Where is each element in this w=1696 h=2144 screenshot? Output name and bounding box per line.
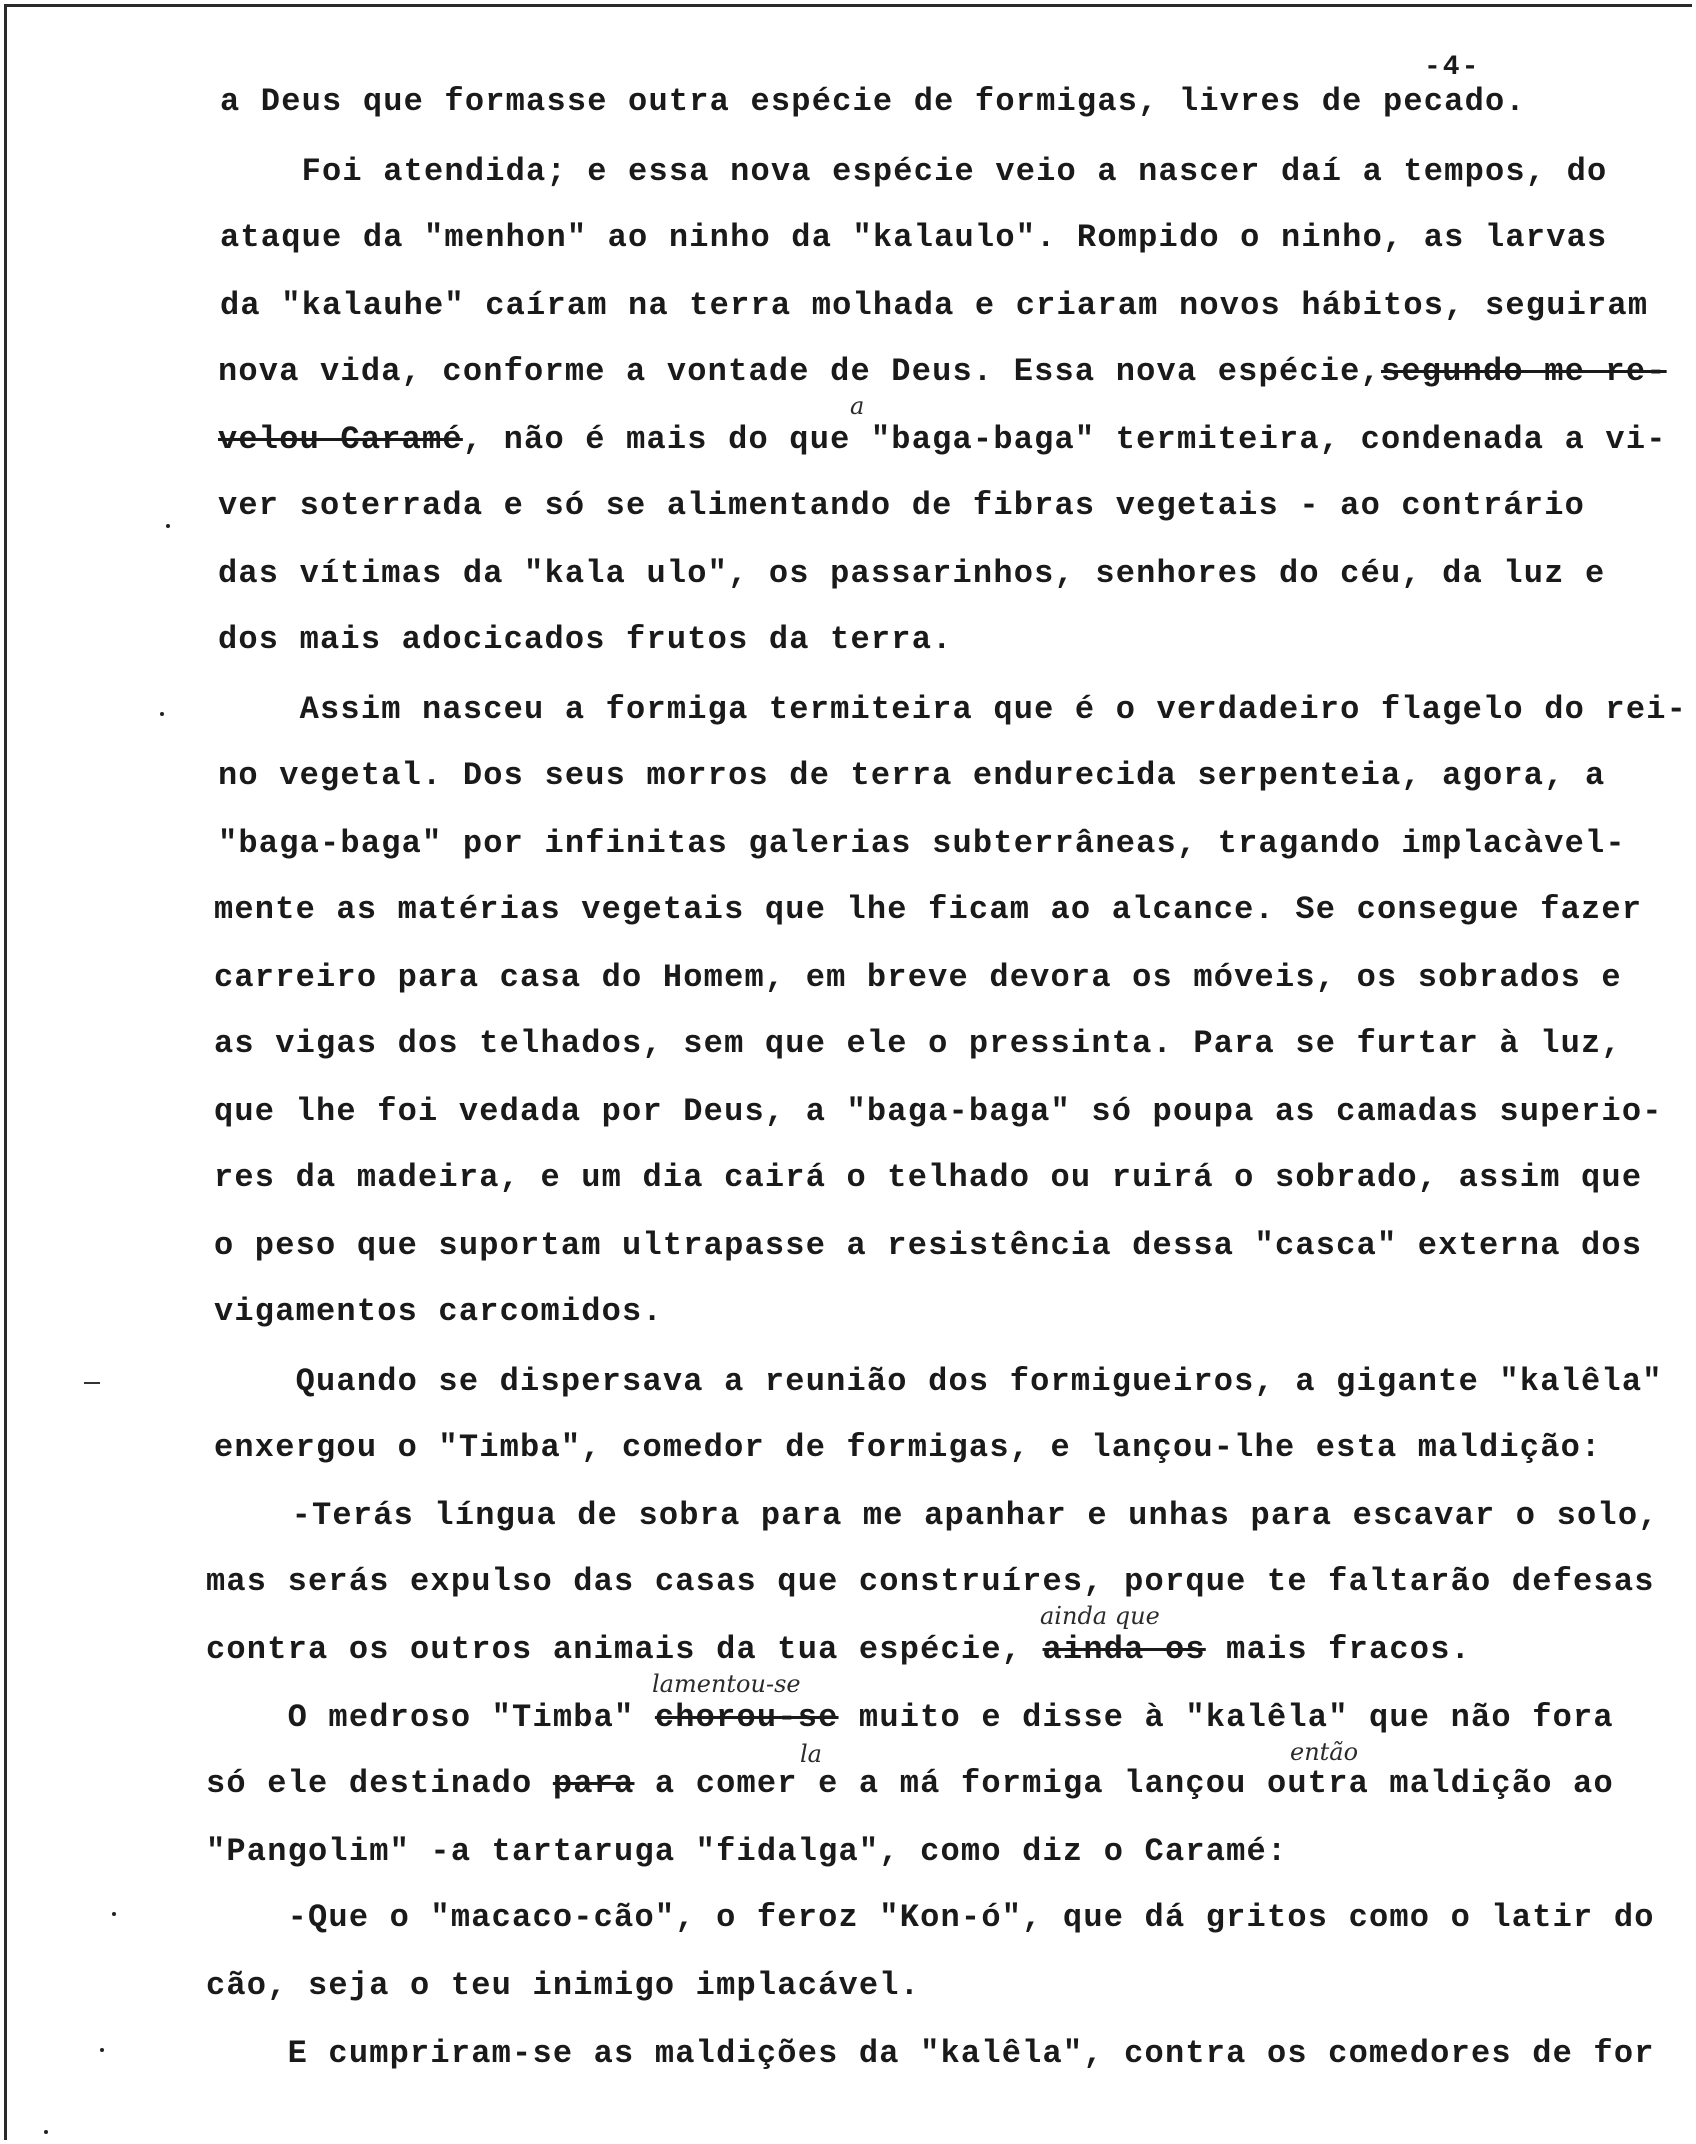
text-line-2: Foi atendida; e essa nova espécie veio a nascer daí a tempos, do bbox=[220, 153, 1608, 190]
text-line-10: Assim nasceu a formiga termiteira que é o verdadeiro flagelo do rei- bbox=[218, 691, 1688, 728]
handwritten-lamentou-se: lamentou-se bbox=[652, 1670, 801, 1698]
text-line-18: o peso que suportam ultrapasse a resistência dessa "casca" externa dos bbox=[214, 1227, 1643, 1264]
text-line-11: no vegetal. Dos seus morros de terra endurecida serpenteia, agora, a bbox=[218, 757, 1606, 794]
text-line-26-start: só ele destinado bbox=[206, 1765, 533, 1802]
scan-speck bbox=[44, 2130, 48, 2134]
scan-speck bbox=[160, 712, 164, 716]
text-line-5-main: nova vida, conforme a vontade de Deus. Essa nova espécie, bbox=[218, 353, 1381, 390]
text-line-14: carreiro para casa do Homem, em breve devora os móveis, os sobrados e bbox=[214, 959, 1622, 996]
handwritten-a: a bbox=[850, 392, 865, 420]
text-line-25-start: O medroso "Timba" bbox=[206, 1699, 635, 1736]
text-line-24-main: contra os outros animais da tua espécie, bbox=[206, 1631, 1023, 1668]
text-line-12: "baga-baga" por infinitas galerias subterrâneas, tragando implacàvel- bbox=[218, 825, 1626, 862]
scan-speck bbox=[166, 524, 170, 528]
text-line-26 bbox=[206, 1764, 1614, 1804]
struck-text-chorou-se: chorou-se bbox=[654, 1699, 839, 1736]
text-line-19: vigamentos carcomidos. bbox=[214, 1293, 663, 1330]
text-line-13: mente as matérias vegetais que lhe ficam ao alcance. Se consegue fazer bbox=[214, 891, 1643, 928]
scan-speck bbox=[112, 1912, 116, 1916]
handwritten-ainda-que: ainda que bbox=[1040, 1602, 1160, 1630]
page-number: -4- bbox=[1424, 52, 1481, 83]
text-line-21: enxergou o "Timba", comedor de formigas, e lançou-lhe esta maldição: bbox=[214, 1429, 1602, 1466]
text-line-4: da "kalauhe" caíram na terra molhada e criaram novos hábitos, seguiram bbox=[220, 287, 1649, 324]
text-line-24-end: mais fracos. bbox=[1205, 1631, 1472, 1668]
text-line-25-end: muito e disse à "kalêla" que não fora bbox=[838, 1699, 1614, 1736]
text-line-23: mas serás expulso das casas que construíres, porque te faltarão defesas bbox=[206, 1563, 1655, 1600]
text-line-3: ataque da "menhon" ao ninho da "kalaulo". Rompido o ninho, as larvas bbox=[220, 219, 1608, 256]
text-line-25 bbox=[206, 1698, 1614, 1738]
text-line-27: "Pangolim" -a tartaruga "fidalga", como diz o Caramé: bbox=[206, 1833, 1288, 1870]
struck-text-velou: velou Caramé bbox=[218, 421, 463, 458]
scan-speck bbox=[100, 2048, 104, 2052]
handwritten-la: la bbox=[800, 1740, 822, 1768]
text-line-5 bbox=[218, 352, 1667, 392]
text-line-8: das vítimas da "kala ulo", os passarinhos, senhores do céu, da luz e bbox=[218, 555, 1606, 592]
text-line-26-end: e a má formiga lançou outra maldição ao bbox=[797, 1765, 1614, 1802]
text-line-28: -Que o "macaco-cão", o feroz "Kon-ó", que dá gritos como o latir do bbox=[206, 1899, 1655, 1936]
text-line-15: as vigas dos telhados, sem que ele o pressinta. Para se furtar à luz, bbox=[214, 1025, 1622, 1062]
text-line-6 bbox=[218, 420, 1667, 460]
text-line-26-mid: a comer bbox=[634, 1765, 798, 1802]
handwritten-entao: então bbox=[1290, 1738, 1359, 1766]
struck-text-ainda-os: ainda os bbox=[1042, 1631, 1206, 1668]
page-edge-top bbox=[4, 4, 1692, 7]
struck-text-para: para bbox=[552, 1765, 635, 1802]
text-line-9: dos mais adocicados frutos da terra. bbox=[218, 621, 953, 658]
text-line-6-main: , não é mais do que "baga-baga" termiteira, condenada a vi- bbox=[462, 421, 1667, 458]
text-line-1: a Deus que formasse outra espécie de formigas, livres de pecado. bbox=[220, 83, 1526, 120]
text-line-20: Quando se dispersava a reunião dos formigueiros, a gigante "kalêla" bbox=[214, 1363, 1663, 1400]
text-line-16: que lhe foi vedada por Deus, a "baga-baga" só poupa as camadas superio- bbox=[214, 1093, 1663, 1130]
text-line-7: ver soterrada e só se alimentando de fibras vegetais - ao contrário bbox=[218, 487, 1586, 524]
text-line-17: res da madeira, e um dia cairá o telhado ou ruirá o sobrado, assim que bbox=[214, 1159, 1643, 1196]
text-line-22: -Terás língua de sobra para me apanhar e unhas para escavar o solo, bbox=[210, 1497, 1659, 1534]
struck-text-segundo: segundo me re- bbox=[1380, 353, 1667, 390]
text-line-24 bbox=[206, 1630, 1471, 1670]
page-edge-left bbox=[4, 4, 7, 2140]
text-line-29: cão, seja o teu inimigo implacável. bbox=[206, 1967, 921, 2004]
scan-mark bbox=[84, 1382, 100, 1384]
text-line-30: E cumpriram-se as maldições da "kalêla", contra os comedores de for bbox=[206, 2035, 1655, 2072]
